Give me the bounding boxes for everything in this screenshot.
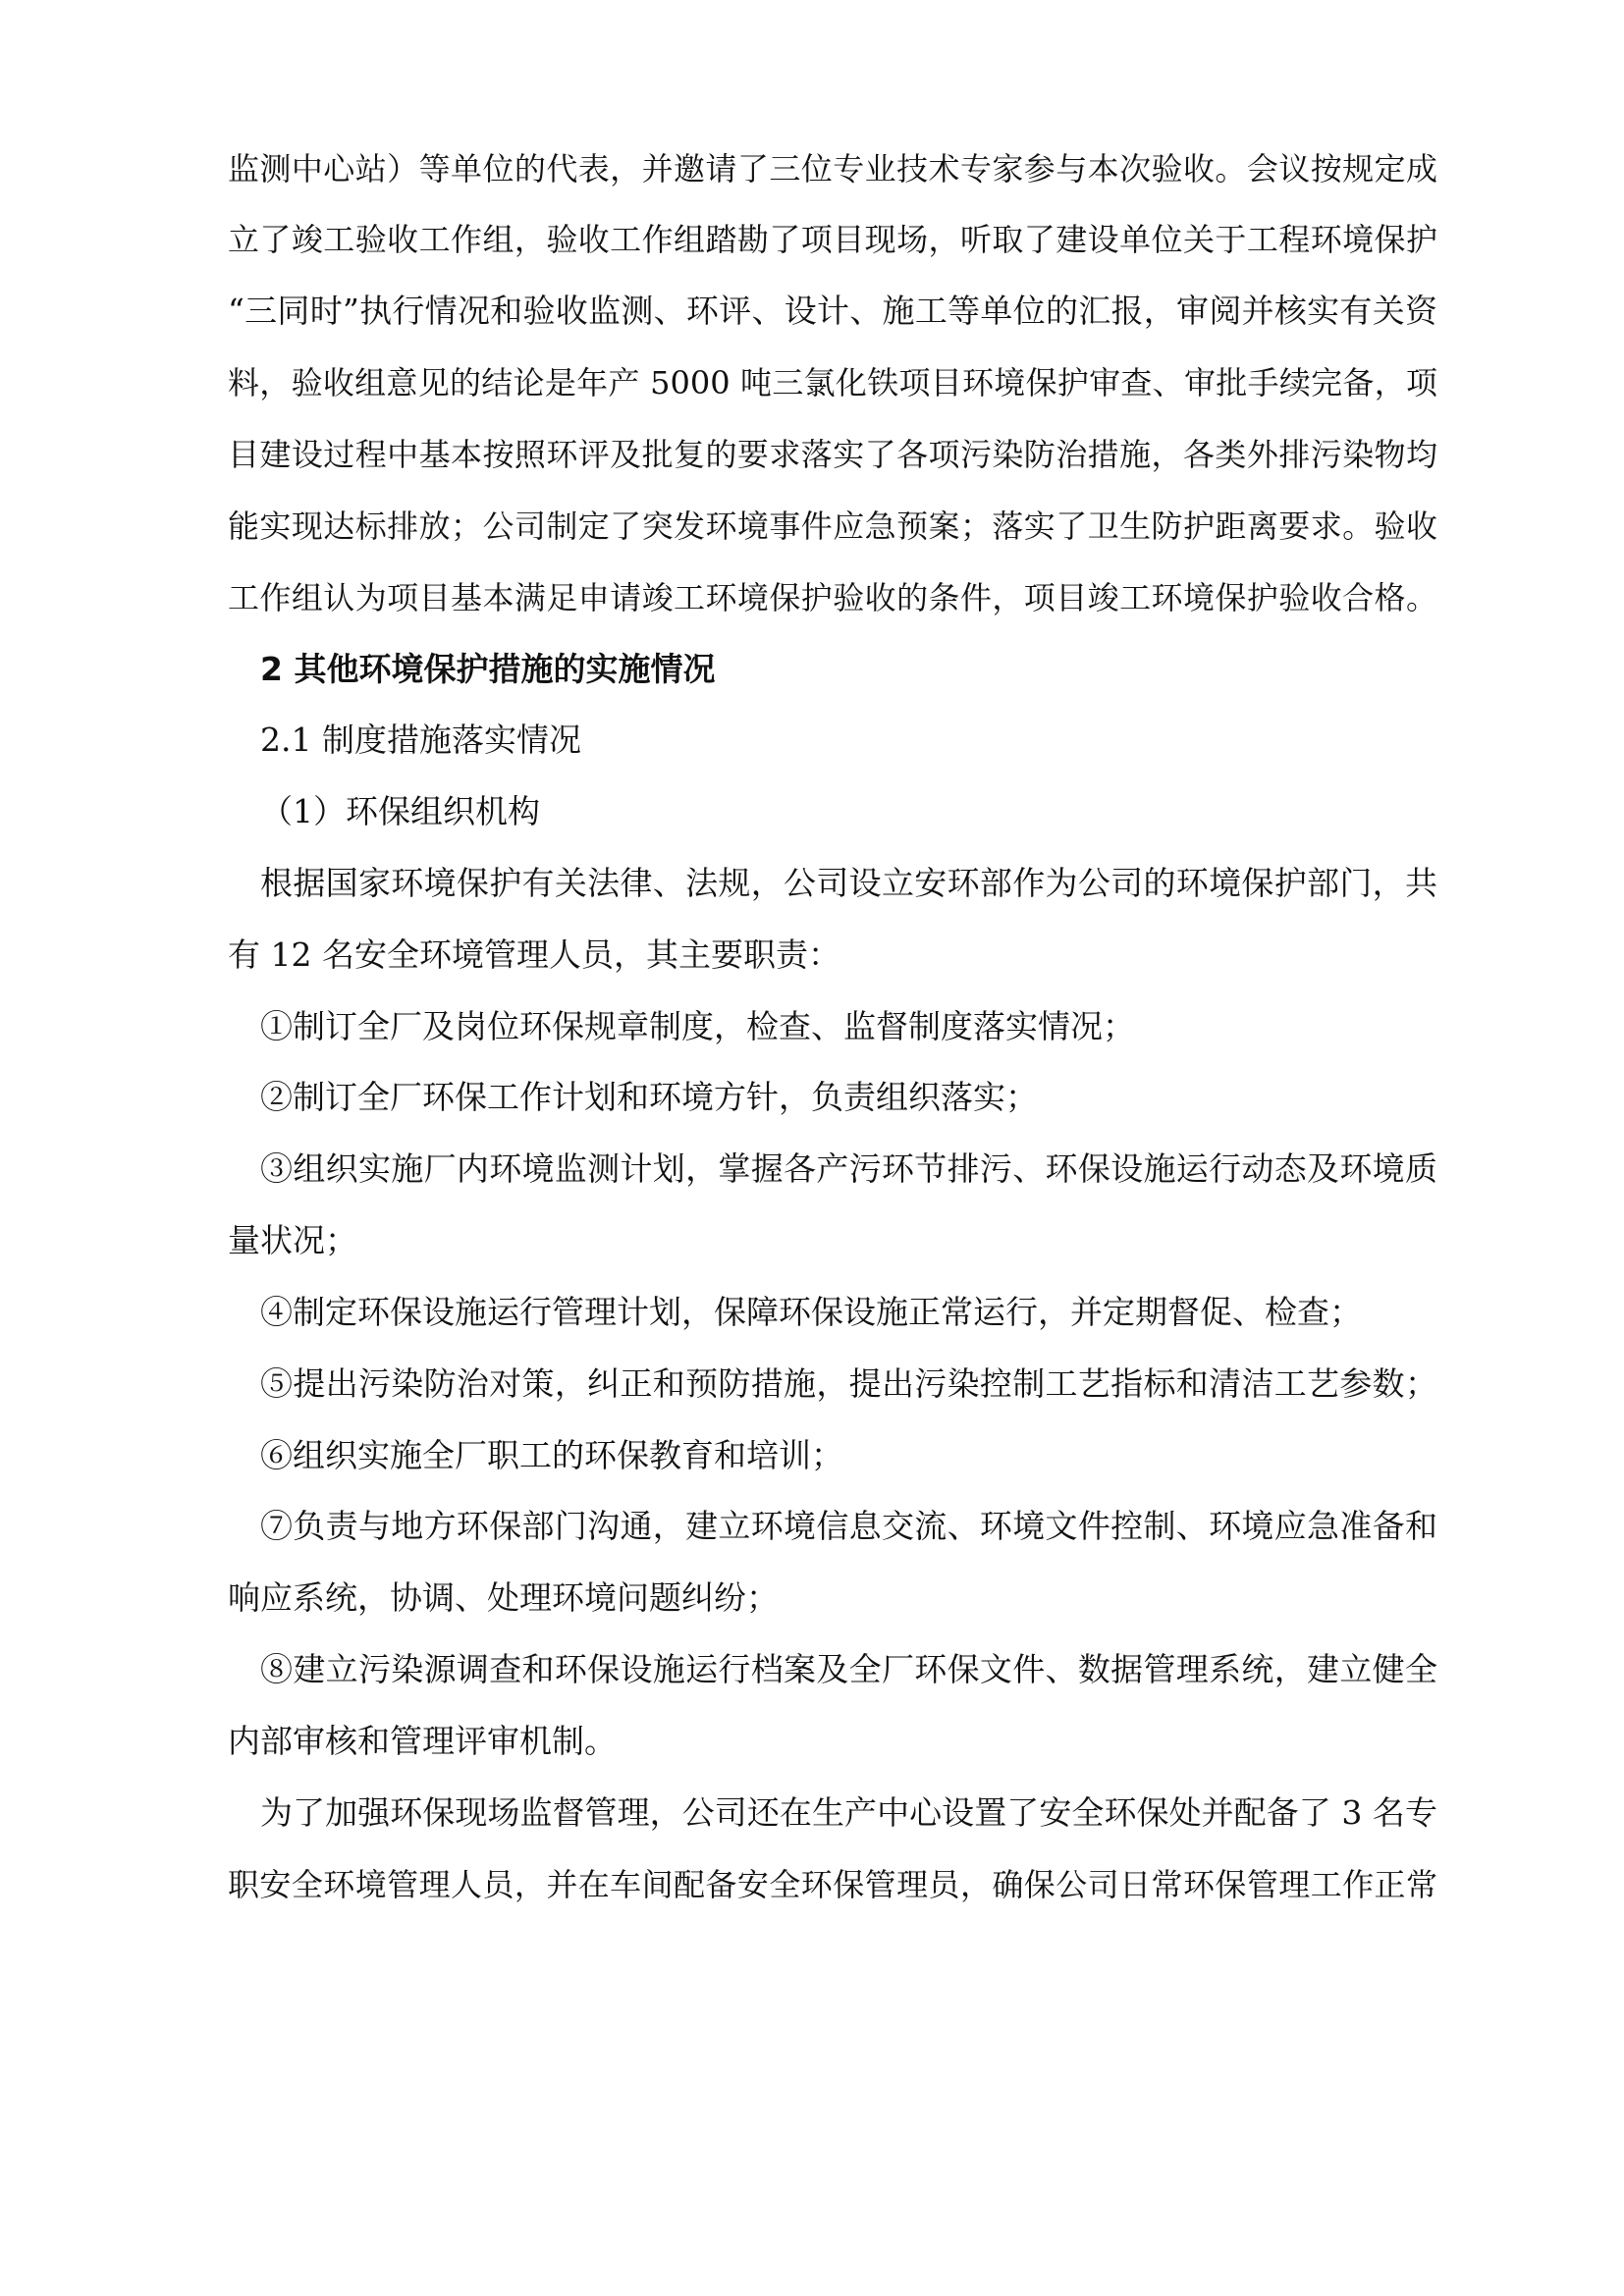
list-item: ⑤提出污染防治对策，纠正和预防措施，提出污染控制工艺指标和清洁工艺参数； (260, 1364, 1437, 1403)
list-item: ③组织实施厂内环境监测计划，掌握各产污环节排污、环保设施运行动态及环境质 (260, 1149, 1437, 1188)
paragraph-line: 工作组认为项目基本满足申请竣工环境保护验收的条件，项目竣工环境保护验收合格。 (228, 579, 1437, 616)
section-heading: 2 其他环境保护措施的实施情况 (260, 650, 716, 688)
list-item: ⑦负责与地方环保部门沟通，建立环境信息交流、环境文件控制、环境应急准备和 (260, 1507, 1437, 1545)
list-item: ②制订全厂环保工作计划和环境方针，负责组织落实； (260, 1078, 1038, 1116)
paragraph-line: 为了加强环保现场监督管理，公司还在生产中心设置了安全环保处并配备了 3 名专 (260, 1793, 1437, 1832)
list-item: ⑧建立污染源调查和环保设施运行档案及全厂环保文件、数据管理系统，建立健全 (260, 1650, 1437, 1688)
list-item: ①制订全厂及岗位环保规章制度，检查、监督制度落实情况； (260, 1007, 1135, 1045)
paragraph-line: 有 12 名安全环境管理人员，其主要职责： (228, 935, 840, 974)
paragraph-line: 料，验收组意见的结论是年产 5000 吨三氯化铁项目环境保护审查、审批手续完备，项 (228, 364, 1437, 401)
paragraph-line: 立了竣工验收工作组，验收工作组踏勘了项目现场，听取了建设单位关于工程环境保护 (228, 221, 1437, 258)
list-item: 响应系统，协调、处理环境问题纠纷； (228, 1578, 779, 1617)
list-item: 量状况； (228, 1221, 357, 1259)
paragraph-line: 根据国家环境保护有关法律、法规，公司设立安环部作为公司的环境保护部门，共 (260, 864, 1437, 902)
paragraph-line: 能实现达标排放；公司制定了突发环境事件应急预案；落实了卫生防护距离要求。验收 (228, 507, 1437, 545)
list-item: ⑥组织实施全厂职工的环保教育和培训； (260, 1436, 843, 1474)
paragraph-line: 目建设过程中基本按照环评及批复的要求落实了各项污染防治措施，各类外排污染物均 (228, 436, 1437, 473)
paragraph-line: “三同时”执行情况和验收监测、环评、设计、施工等单位的汇报，审阅并核实有关资 (228, 292, 1437, 330)
list-item: 内部审核和管理评审机制。 (228, 1722, 617, 1760)
list-item-heading: （1）环保组织机构 (260, 792, 540, 830)
paragraph-line: 职安全环境管理人员，并在车间配备安全环保管理员，确保公司日常环保管理工作正常 (228, 1866, 1437, 1903)
subsection-heading: 2.1 制度措施落实情况 (260, 721, 581, 759)
list-item: ④制定环保设施运行管理计划，保障环保设施正常运行，并定期督促、检查； (260, 1293, 1362, 1331)
paragraph-line: 监测中心站）等单位的代表，并邀请了三位专业技术专家参与本次验收。会议按规定成 (228, 150, 1437, 187)
